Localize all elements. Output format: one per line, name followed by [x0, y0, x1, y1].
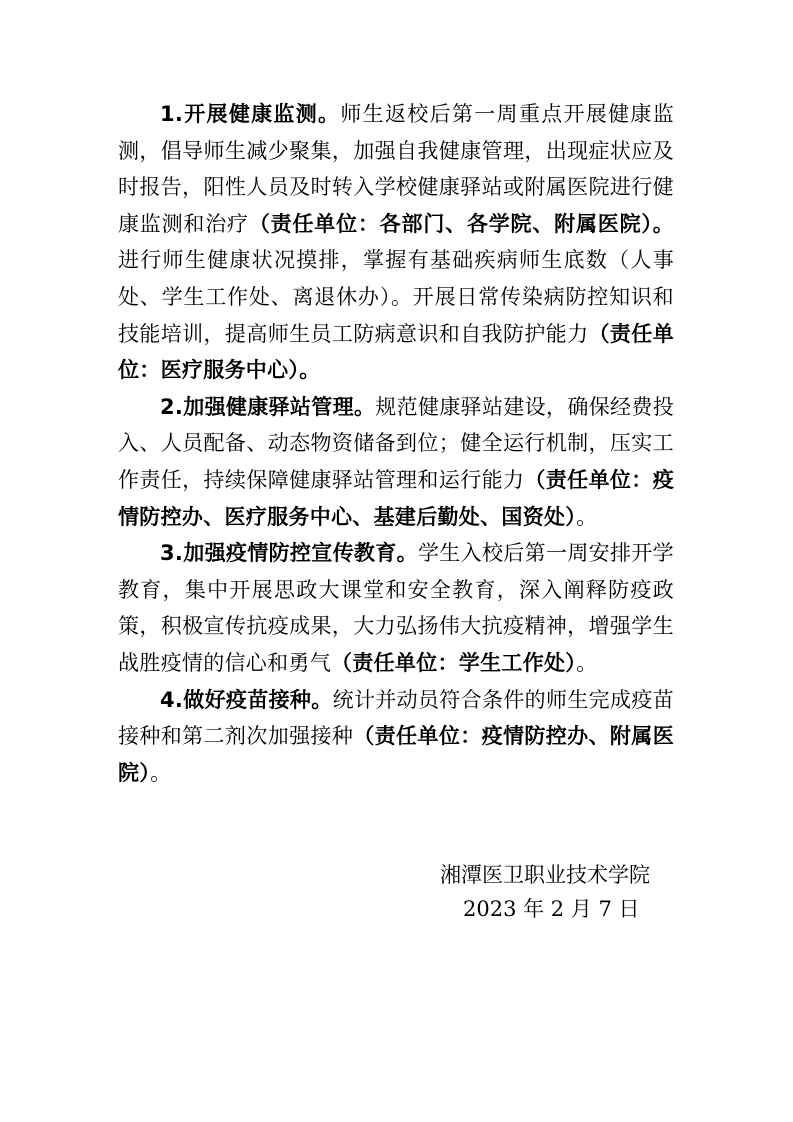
- paragraph-heading: 4.做好疫苗接种。: [160, 687, 333, 712]
- paragraph-heading: 3.加强疫情防控宣传教育。: [160, 541, 418, 566]
- document-body: [118, 96, 674, 791]
- paragraph-text: 。: [150, 760, 172, 785]
- paragraph-health-monitoring: [118, 96, 674, 389]
- paragraph-vaccination: [118, 682, 674, 792]
- responsible-unit: （责任单位：各部门、各学院、附属医院）。: [248, 211, 674, 236]
- responsible-unit: （责任单位：疫情防控办、附属医院）: [118, 724, 674, 785]
- paragraph-text: 师生返校后第一周重点开展健康监测，倡导师生减少聚集，加强自我健康管理，出现症状应及时报告，阳性人员及时转入学校健康驿站或附属医院进行健康监测和治疗: [118, 102, 675, 236]
- paragraph-publicity-education: [118, 535, 674, 681]
- signature-organization: 湘潭医卫职业技术学院: [440, 863, 650, 887]
- paragraph-text: 进行师生健康状况摸排，掌握有基础疾病师生底数（人事处、学生工作处、离退休办）。开展日常传染病防控知识和技能培训，提高师生员工防病意识和自我防护能力: [118, 248, 674, 346]
- signature-date: 2023 年 2 月 7 日: [463, 897, 640, 921]
- paragraph-heading: 2.加强健康驿站管理。: [160, 394, 376, 419]
- paragraph-heading: 1.开展健康监测。: [160, 102, 341, 126]
- paragraph-text: 。: [576, 504, 598, 529]
- paragraph-health-station: [118, 389, 674, 535]
- paragraph-text: 学生入校后第一周安排开学教育，集中开展思政大课堂和安全教育，深入阐释防疫政策，积极宣传抗疫成果，大力弘扬伟大抗疫精神，增强学生战胜疫情的信心和勇气: [118, 541, 674, 675]
- paragraph-text: 。: [576, 650, 598, 675]
- paragraph-text: 统计并动员符合条件的师生完成疫苗接种和第二剂次加强接种: [118, 687, 674, 749]
- paragraph-text: 规范健康驿站建设，确保经费投入、人员配备、动态物资储备到位；健全运行机制，压实工作责任，持续保障健康驿站管理和运行能力: [118, 394, 675, 492]
- responsible-unit: （责任单位：学生工作处）: [331, 650, 577, 675]
- responsible-unit: （责任单位：疫情防控办、医疗服务中心、基建后勤处、国资处）: [118, 467, 674, 529]
- responsible-unit: （责任单位：医疗服务中心）。: [118, 321, 674, 383]
- signature-block: [440, 858, 680, 926]
